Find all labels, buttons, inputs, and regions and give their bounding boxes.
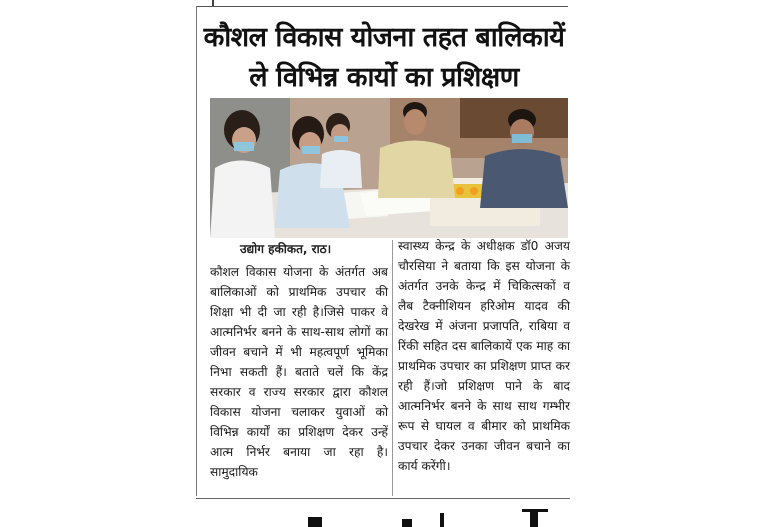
- cropped-text-fragment-icon: [290, 507, 570, 527]
- headline-line-1: कौशल विकास योजना तहत बालिकायें: [203, 22, 565, 53]
- headline-line-2: ले विभिन्न कार्यो का प्रशिक्षण: [249, 62, 519, 93]
- article-text-right: स्वास्थ्य केन्द्र के अधीक्षक डॉ0 अजय चौरसिया ने बताया कि इस योजना के अंतर्गत उनके केन्द्र में चिकित्सकों व लैब टैक्नीशियन हरिओम यादव की देखरेख में अंजना प्रजापति, राबिया व रिंकी सहित दस बालिकायें एक माह का प्राथमिक उपचार का प्रशिक्षण प्राप्त कर रही हैं।जो प्रशिक्षण पाने के बाद आत्मनिर्भर बनने के साथ साथ गम्भीर रूप से घायल व बीमार को प्राथमिक उपचार देकर उनका जीवन बचाने का कार्य करेंगी।: [398, 239, 570, 473]
- headline: [200, 18, 568, 98]
- column-divider: [392, 240, 393, 496]
- newspaper-photo: [210, 98, 568, 238]
- photo-image-icon: [210, 98, 568, 238]
- bottom-divider-line: [196, 498, 570, 499]
- top-divider-line: [196, 6, 568, 7]
- next-headline-fragment: [290, 507, 570, 527]
- article-column-left: [210, 262, 388, 482]
- article-column-right: [398, 236, 570, 476]
- article-text-left: कौशल विकास योजना के अंतर्गत अब बालिकाओं को प्राथमिक उपचार की शिक्षा भी दी जा रही है।जिसे पाकर वे आत्मनिर्भर बनने के साथ-साथ लोगों का जीवन बचाने में भी महत्वपूर्ण भूमिका निभा सकती हैं। बताते चलें कि केंद्र सरकार व राज्य सरकार द्वारा कौशल विकास योजना चलाकर युवाओं को विभिन्न कार्यों का प्रशिक्षण देकर उन्हें आत्म निर्भर बनाया जा रहा है। सामुदायिक: [210, 265, 388, 479]
- left-column-rule: [196, 6, 197, 496]
- top-clip-mark: [212, 0, 214, 6]
- dateline: उद्योग हकीकत, राठ।: [240, 242, 332, 256]
